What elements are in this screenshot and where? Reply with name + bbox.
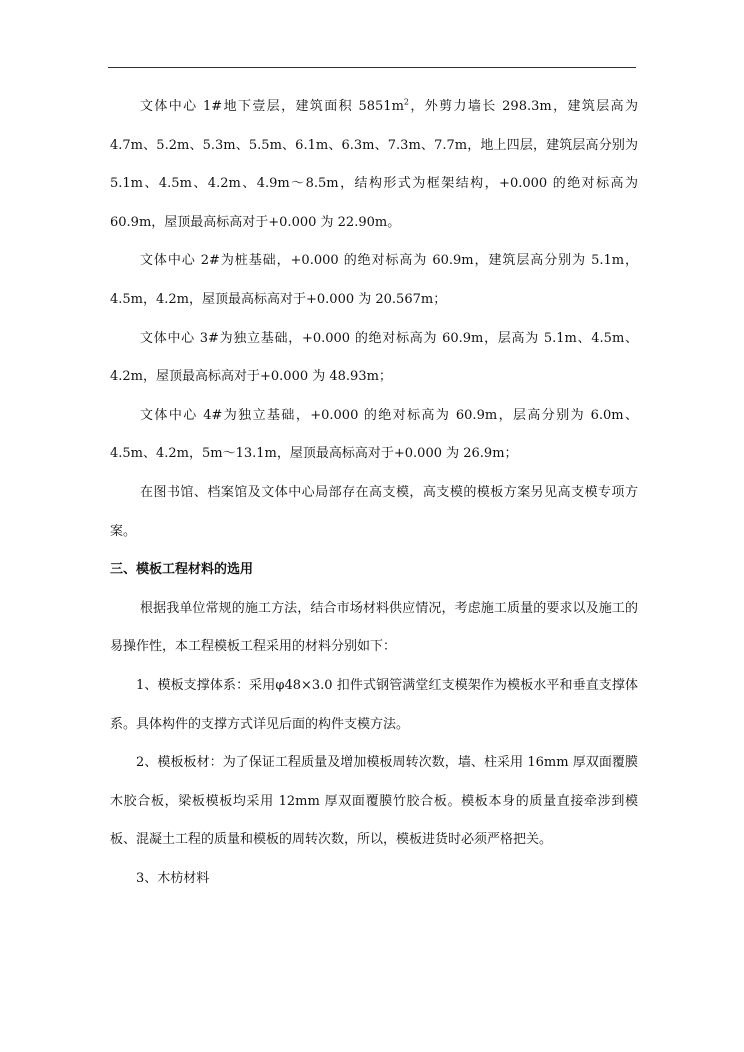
paragraph-building-3: 文体中心 3#为独立基础，+0.000 的绝对标高为 60.9m，层高为 5.1m、4.5m、4.2m，屋顶最高标高对于+0.000 为 48.93m； (110, 330, 638, 385)
paragraph-building-2: 文体中心 2#为桩基础，+0.000 的绝对标高为 60.9m，建筑层高分别为 5.1m，4.5m，4.2m，屋顶最高标高对于+0.000 为 20.567m； (110, 253, 638, 307)
paragraph-high-formwork: 在图书馆、档案馆及文体中心局部存在高支模，高支模的模板方案另见高支模专项方案。 (110, 484, 638, 539)
paragraph-building-1-part-a: 文体中心 1#地下壹层，建筑面积 5851m (140, 99, 404, 114)
list-item-support-system: 1、模板支撑体系：采用φ48×3.0 扣件式钢管满堂红支模架作为模板水平和垂直支撑体系。具体构件的支撑方式详见后面的构件支模方法。 (110, 677, 638, 732)
superscript-squared: 2 (403, 97, 409, 107)
paragraph-building-1 (110, 88, 638, 242)
section-intro: 根据我单位常规的施工方法，结合市场材料供应情况，考虑施工质量的要求以及施工的易操作性，本工程模板工程采用的材料分别如下： (110, 600, 638, 655)
list-item-formwork-boards: 2、模板板材：为了保证工程质量及增加模板周转次数，墙、柱采用 16mm 厚双面覆膜木胶合板，梁板模板均采用 12mm 厚双面覆膜竹胶合板。模板本身的质量直接牵涉到模板、混凝土工程的质量和模板的周转次数，所以，模板进货时必须严格把关。 (110, 755, 638, 848)
list-item-timber: 3、木枋材料 (136, 870, 210, 886)
paragraph-building-1-part-b: ，外剪力墙长 298.3m，建筑层高为 4.7m、5.2m、5.3m、5.5m、6.1m、6.3m、7.3m、7.7m，地上四层，建筑层高分别为 5.1m、4.5m、4.2m、4.9m～8.5m，结构形式为框架结构，+0.000 的绝对标高为 60.9m，屋顶最高标高对于+0.000 为 22.90m。 (110, 99, 638, 230)
header-rule (108, 67, 636, 68)
paragraph-building-4: 文体中心 4#为独立基础，+0.000 的绝对标高为 60.9m，层高分别为 6.0m、4.5m、4.2m，5m～13.1m，屋顶最高标高对于+0.000 为 26.9m； (110, 407, 638, 462)
document-body (110, 88, 638, 898)
section-heading: 三、模板工程材料的选用 (110, 562, 254, 578)
